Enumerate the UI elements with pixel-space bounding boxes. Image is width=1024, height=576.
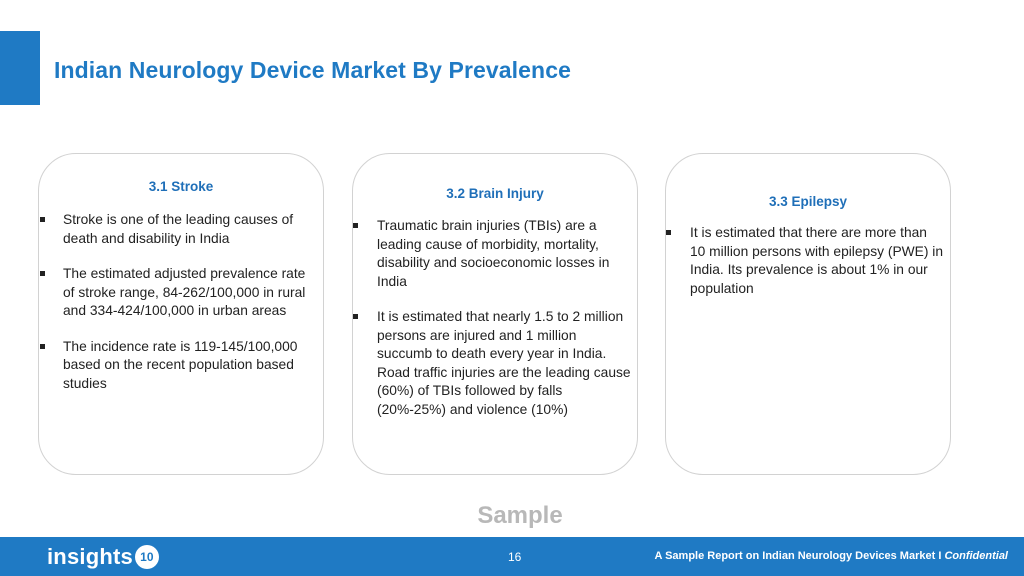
page-title: Indian Neurology Device Market By Prevalence [54,57,571,83]
logo-badge-icon: 10 [135,545,159,569]
card-brain-injury [352,153,638,475]
bullet-square-icon [40,217,45,222]
list-item: Stroke is one of the leading causes of death and disability in India [39,211,323,248]
bullet-square-icon [40,344,45,349]
card-stroke [38,153,324,475]
list-item: The incidence rate is 119-145/100,000 based on the recent population based studies [39,338,323,394]
title-accent-bar [0,31,40,105]
insights10-logo [47,544,159,570]
footer-note: A Sample Report on Indian Neurology Devices Market I Confidential [654,550,1008,562]
footer-bar [0,537,1024,576]
bullet-list-stroke [39,211,323,410]
card-heading-stroke: 3.1 Stroke [148,179,214,194]
bullet-square-icon [666,230,671,235]
confidential-label: Confidential [944,550,1008,562]
bullet-list-brain-injury [353,217,637,436]
bullet-square-icon [40,271,45,276]
list-item: It is estimated that there are more than 10 million persons with epilepsy (PWE) in India. Its prevalence is about 1% in our population [666,224,950,298]
bullet-square-icon [353,314,358,319]
bullet-square-icon [353,223,358,228]
sample-watermark: Sample [477,502,563,529]
list-item: Traumatic brain injuries (TBIs) are a leading cause of morbidity, mortality, disability and socioeconomic losses in India [353,217,637,291]
card-heading-brain-injury: 3.2 Brain Injury [446,186,544,201]
card-heading-epilepsy: 3.3 Epilepsy [768,194,848,209]
bullet-list-epilepsy [666,224,950,315]
list-item: It is estimated that nearly 1.5 to 2 million persons are injured and 1 million succumb to death every year in India. Road traffic injuries are the leading cause (60%) of TBIs followed by falls (20%-25%) and violence (10%) [353,308,637,419]
logo-text: insights [47,544,133,569]
list-item: The estimated adjusted prevalence rate of stroke range, 84-262/100,000 in rural and 334-424/100,000 in urban areas [39,265,323,321]
page-number: 16 [508,550,522,564]
card-epilepsy [665,153,951,475]
